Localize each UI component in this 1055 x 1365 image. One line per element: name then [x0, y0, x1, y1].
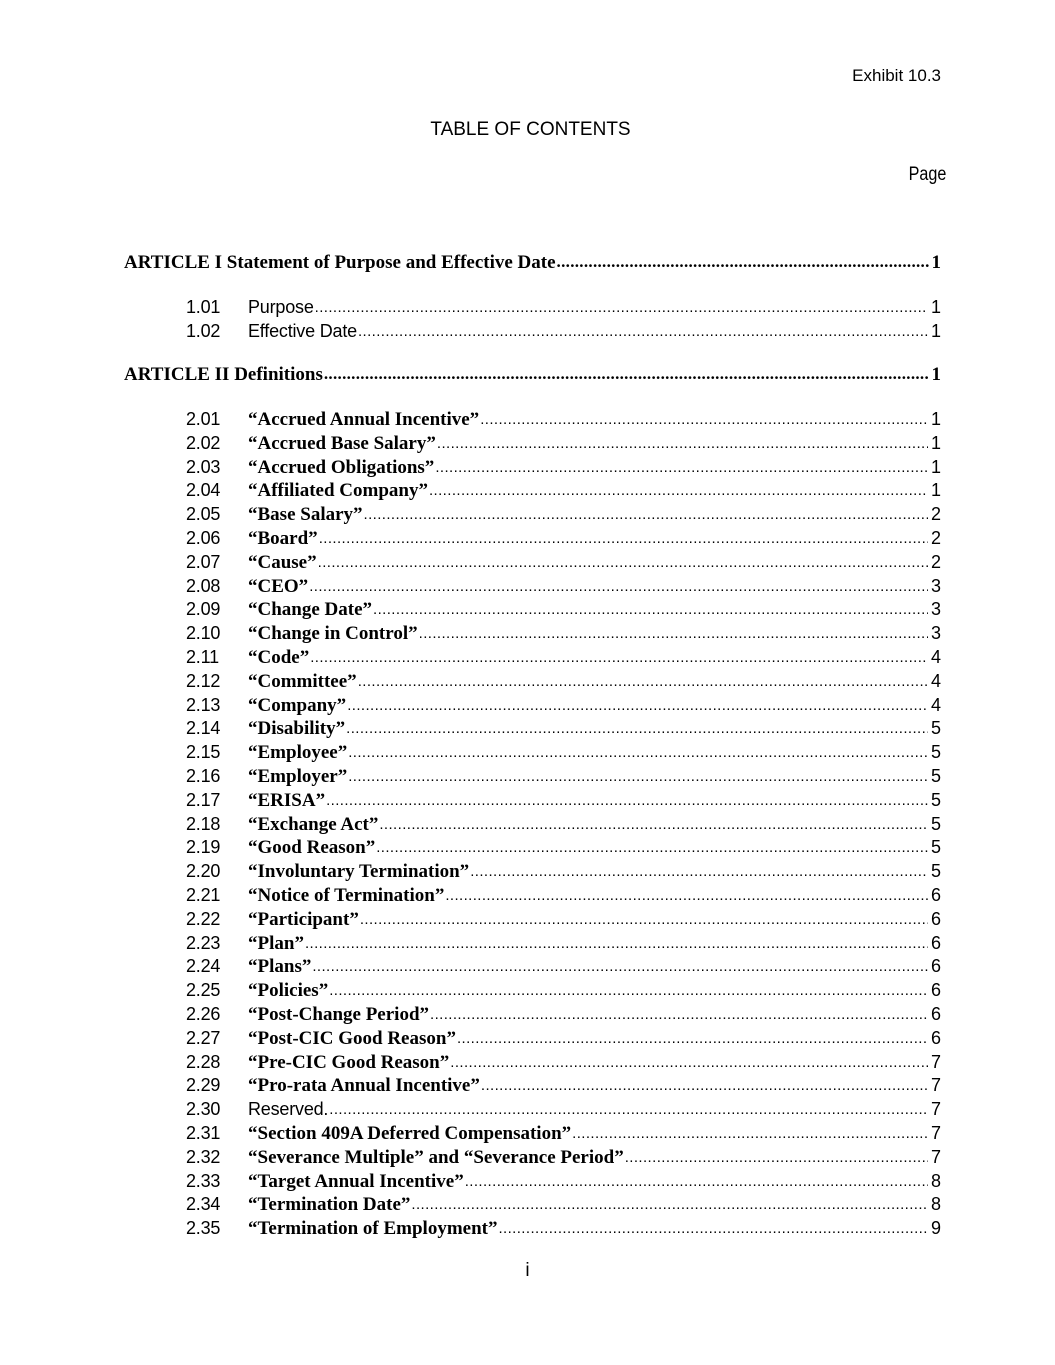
toc-entry[interactable]: [186, 1004, 941, 1028]
toc-leader-dots: [450, 1054, 928, 1071]
toc-entry[interactable]: [186, 504, 941, 528]
toc-entry-title: “Termination Date”: [248, 1194, 411, 1216]
toc-page-number: 6: [930, 908, 941, 929]
toc-entry[interactable]: [186, 766, 941, 790]
toc-entry-number: 2.04: [186, 480, 221, 501]
toc-entry[interactable]: [186, 742, 941, 766]
toc-page-number: 1: [930, 432, 941, 453]
toc-entry-title: “Section 409A Deferred Compensation”: [248, 1123, 572, 1144]
toc-page-number: 8: [930, 1194, 941, 1215]
toc-entry[interactable]: [186, 623, 941, 647]
toc-leader-dots: [419, 625, 928, 642]
toc-entry-title: Effective Date: [248, 320, 357, 341]
exhibit-label: Exhibit 10.3: [852, 66, 941, 85]
toc-leader-dots: [348, 744, 928, 761]
toc-page-number: 5: [930, 766, 941, 786]
toc-entry[interactable]: [186, 861, 941, 885]
toc-entry[interactable]: [186, 1171, 941, 1195]
toc-leader-dots: [572, 1125, 928, 1142]
toc-article-title: ARTICLE II Definitions: [124, 364, 323, 385]
toc-entry-title: “Termination of Employment”: [248, 1218, 498, 1240]
toc-entry-number: 2.21: [186, 885, 221, 905]
toc-article-1[interactable]: [124, 252, 941, 276]
toc-page-number: 6: [930, 980, 941, 1001]
toc-entry-title: Purpose: [248, 297, 314, 317]
toc-article-title: ARTICLE I Statement of Purpose and Effective Date: [124, 252, 556, 273]
toc-page-number: 3: [930, 575, 941, 596]
toc-entry-title: “Pre-CIC Good Reason”: [248, 1051, 450, 1073]
toc-entry-title: “Exchange Act”: [248, 813, 379, 835]
toc-leader-dots: [557, 252, 929, 272]
toc-page-number: 7: [930, 1123, 941, 1143]
toc-entry-number: 2.35: [186, 1218, 221, 1239]
toc-page-number: 5: [930, 861, 941, 882]
toc-leader-dots: [445, 887, 928, 904]
toc-page-number: 9: [930, 1218, 941, 1239]
toc-page-number: 3: [930, 623, 941, 644]
toc-leader-dots: [319, 530, 928, 547]
toc-entry-title: “Good Reason”: [248, 837, 376, 859]
toc-leader-dots: [326, 792, 928, 809]
toc-entry-title: “Participant”: [248, 908, 359, 930]
toc-entry-number: 1.02: [186, 320, 221, 341]
toc-leader-dots: [480, 411, 928, 428]
toc-article-2[interactable]: [124, 364, 941, 388]
toc-entry-title: “Employee”: [248, 742, 348, 764]
toc-entry-number: 2.18: [186, 813, 221, 834]
toc-leader-dots: [481, 1077, 928, 1094]
toc-page-number: 7: [930, 1075, 941, 1096]
toc-leader-dots: [347, 697, 928, 714]
toc-entry[interactable]: [186, 1194, 941, 1218]
toc-entry-number: 2.08: [186, 575, 221, 596]
toc-entry-number: 2.25: [186, 980, 221, 1001]
toc-leader-dots: [309, 578, 928, 595]
toc-entry[interactable]: [186, 528, 941, 552]
toc-leader-dots: [435, 459, 928, 476]
toc-entry[interactable]: [186, 576, 941, 600]
toc-page-number: 1: [930, 480, 941, 501]
toc-leader-dots: [312, 958, 928, 975]
toc-entry-number: 2.24: [186, 956, 221, 977]
toc-entry[interactable]: [186, 1099, 941, 1123]
toc-entry[interactable]: [186, 909, 941, 933]
page-column-header: Page: [908, 164, 946, 185]
toc-entry-title: “Board”: [248, 528, 318, 549]
toc-entry-number: 2.29: [186, 1075, 221, 1096]
toc-page-number: 1: [930, 297, 941, 317]
toc-page-number: 5: [930, 789, 941, 810]
toc-page-number: 2: [930, 504, 941, 525]
toc-leader-dots: [373, 601, 928, 618]
toc-entry-number: 2.17: [186, 789, 221, 810]
toc-leader-dots: [364, 506, 928, 523]
toc-entry-title: “Target Annual Incentive”: [248, 1170, 464, 1192]
toc-leader-dots: [376, 839, 928, 856]
toc-entry-title: “Company”: [248, 694, 347, 716]
toc-entry-number: 2.31: [186, 1123, 221, 1143]
toc-leader-dots: [329, 1101, 928, 1118]
toc-page-number: 5: [930, 837, 941, 858]
toc-entry-title: Reserved.: [248, 1099, 329, 1120]
toc-page-number: 4: [930, 647, 941, 667]
toc-leader-dots: [379, 816, 928, 833]
toc-page-number: 8: [930, 1170, 941, 1191]
toc-entry-title: “Post-Change Period”: [248, 1004, 430, 1025]
toc-entry-title: “Committee”: [248, 670, 357, 692]
toc-page-number: 7: [930, 1146, 941, 1167]
toc-entry-number: 2.06: [186, 528, 221, 548]
toc-entry-title: “Notice of Termination”: [248, 885, 445, 906]
toc-leader-dots: [437, 435, 928, 452]
toc-entry[interactable]: [186, 1052, 941, 1076]
toc-entry-number: 2.19: [186, 837, 221, 858]
toc-entry-title: “Change in Control”: [248, 623, 418, 645]
toc-entry-number: 2.01: [186, 409, 221, 429]
toc-page-number: 7: [930, 1051, 941, 1072]
toc-leader-dots: [429, 482, 928, 499]
toc-entry-title: “Employer”: [248, 766, 348, 787]
toc-entry-number: 2.32: [186, 1146, 221, 1167]
toc-entry-title: “Accrued Annual Incentive”: [248, 409, 480, 430]
toc-page-number: 6: [930, 956, 941, 977]
toc-entry-number: 2.05: [186, 504, 221, 525]
toc-page-number: 4: [930, 670, 941, 691]
toc-page-number: 3: [930, 599, 941, 620]
toc-entry-number: 2.13: [186, 694, 221, 715]
toc-page-number: 2: [930, 528, 941, 548]
toc-entry-number: 2.27: [186, 1027, 221, 1048]
toc-entry-title: “Base Salary”: [248, 504, 363, 526]
toc-leader-dots: [346, 720, 928, 737]
toc-entry-number: 2.11: [186, 647, 219, 667]
toc-entry[interactable]: [186, 433, 941, 457]
toc-entry[interactable]: [186, 837, 941, 861]
toc-page-number: 5: [930, 813, 941, 834]
toc-page-number: 1: [930, 456, 941, 477]
toc-entry[interactable]: [186, 790, 941, 814]
toc-entry-number: 2.34: [186, 1194, 221, 1215]
toc-entry[interactable]: [186, 1075, 941, 1099]
toc-entry-title: “Change Date”: [248, 599, 373, 621]
toc-page-number: 7: [930, 1099, 941, 1120]
toc-entry-title: “Involuntary Termination”: [248, 861, 470, 883]
toc-entry-number: 2.14: [186, 718, 221, 739]
toc-entry-title: “Plan”: [248, 932, 304, 954]
toc-leader-dots: [324, 364, 929, 384]
toc-entry-number: 2.02: [186, 432, 221, 453]
page-title: TABLE OF CONTENTS: [430, 119, 631, 140]
toc-entry-number: 2.09: [186, 599, 221, 620]
toc-entry-number: 2.10: [186, 623, 221, 644]
toc-entry[interactable]: [186, 671, 941, 695]
toc-entry-title: “Affiliated Company”: [248, 480, 428, 502]
toc-entry-number: 1.01: [186, 297, 221, 317]
toc-entry-number: 2.23: [186, 932, 221, 953]
toc-entry-number: 2.12: [186, 670, 221, 691]
toc-entry-number: 2.15: [186, 742, 221, 763]
toc-page-number: 1: [931, 364, 941, 385]
footer-page-number: i: [525, 1260, 530, 1281]
toc-page-number: 5: [930, 718, 941, 739]
toc-page-number: 4: [930, 694, 941, 715]
toc-entry[interactable]: [186, 695, 941, 719]
toc-entry[interactable]: [186, 599, 941, 623]
toc-leader-dots: [318, 554, 928, 571]
toc-page-number: 1: [930, 320, 941, 341]
toc-entry-title: “Policies”: [248, 980, 329, 1002]
toc-page-number: 6: [930, 885, 941, 905]
toc-leader-dots: [465, 1173, 928, 1190]
toc-entry-title: “Cause”: [248, 551, 317, 573]
toc-entry[interactable]: [186, 1123, 941, 1147]
toc-entry-title: “Code”: [248, 647, 310, 668]
toc-entry-title: “Disability”: [248, 718, 346, 740]
toc-page-number: 1: [930, 409, 941, 429]
toc-leader-dots: [310, 649, 928, 666]
toc-leader-dots: [411, 1196, 928, 1213]
toc-entry-number: 2.03: [186, 456, 221, 477]
toc-entry[interactable]: [186, 1218, 941, 1242]
toc-leader-dots: [625, 1149, 928, 1166]
toc-leader-dots: [315, 299, 928, 316]
toc-leader-dots: [430, 1006, 928, 1023]
toc-page-number: 5: [930, 742, 941, 763]
toc-page-number: 6: [930, 1027, 941, 1048]
toc-entry-title: “Post-CIC Good Reason”: [248, 1027, 456, 1049]
toc-entry-number: 2.07: [186, 551, 221, 572]
toc-leader-dots: [348, 768, 928, 785]
toc-entry-number: 2.33: [186, 1170, 221, 1191]
toc-entry[interactable]: [186, 297, 941, 321]
toc-page-number: 6: [930, 1004, 941, 1024]
toc-entry[interactable]: [186, 457, 941, 481]
toc-page-number: 6: [930, 932, 941, 953]
toc-entry-number: 2.22: [186, 908, 221, 929]
toc-entry-number: 2.16: [186, 766, 221, 786]
toc-page-number: 2: [930, 551, 941, 572]
toc-entry-title: “Accrued Obligations”: [248, 456, 435, 478]
toc-entry[interactable]: [186, 980, 941, 1004]
toc-leader-dots: [358, 323, 928, 340]
toc-entry-number: 2.20: [186, 861, 221, 882]
toc-entry[interactable]: [186, 552, 941, 576]
toc-entry-title: “CEO”: [248, 575, 309, 597]
toc-entry[interactable]: [186, 647, 941, 671]
toc-entry-title: “Pro-rata Annual Incentive”: [248, 1075, 480, 1097]
toc-entry[interactable]: [186, 480, 941, 504]
toc-leader-dots: [329, 982, 928, 999]
toc-entry-title: “Plans”: [248, 956, 312, 978]
toc-page-number: 1: [931, 252, 941, 273]
toc-entry[interactable]: [186, 1028, 941, 1052]
toc-entry[interactable]: [186, 1147, 941, 1171]
toc-leader-dots: [457, 1030, 928, 1047]
toc-entry-number: 2.30: [186, 1099, 221, 1120]
toc-entry-number: 2.26: [186, 1004, 221, 1024]
toc-entry-title: “Accrued Base Salary”: [248, 432, 436, 454]
toc-entry[interactable]: [186, 718, 941, 742]
toc-entry[interactable]: [186, 321, 941, 345]
toc-entry[interactable]: [186, 885, 941, 909]
toc-leader-dots: [358, 673, 928, 690]
toc-leader-dots: [360, 911, 928, 928]
toc-entry-title: “Severance Multiple” and “Severance Period”: [248, 1146, 624, 1168]
toc-entry-title: “ERISA”: [248, 789, 326, 811]
toc-leader-dots: [305, 935, 928, 952]
toc-entry[interactable]: [186, 814, 941, 838]
toc-leader-dots: [470, 863, 928, 880]
toc-entry[interactable]: [186, 956, 941, 980]
toc-leader-dots: [498, 1220, 928, 1237]
toc-entry[interactable]: [186, 409, 941, 433]
toc-entry-number: 2.28: [186, 1051, 221, 1072]
toc-entry[interactable]: [186, 933, 941, 957]
